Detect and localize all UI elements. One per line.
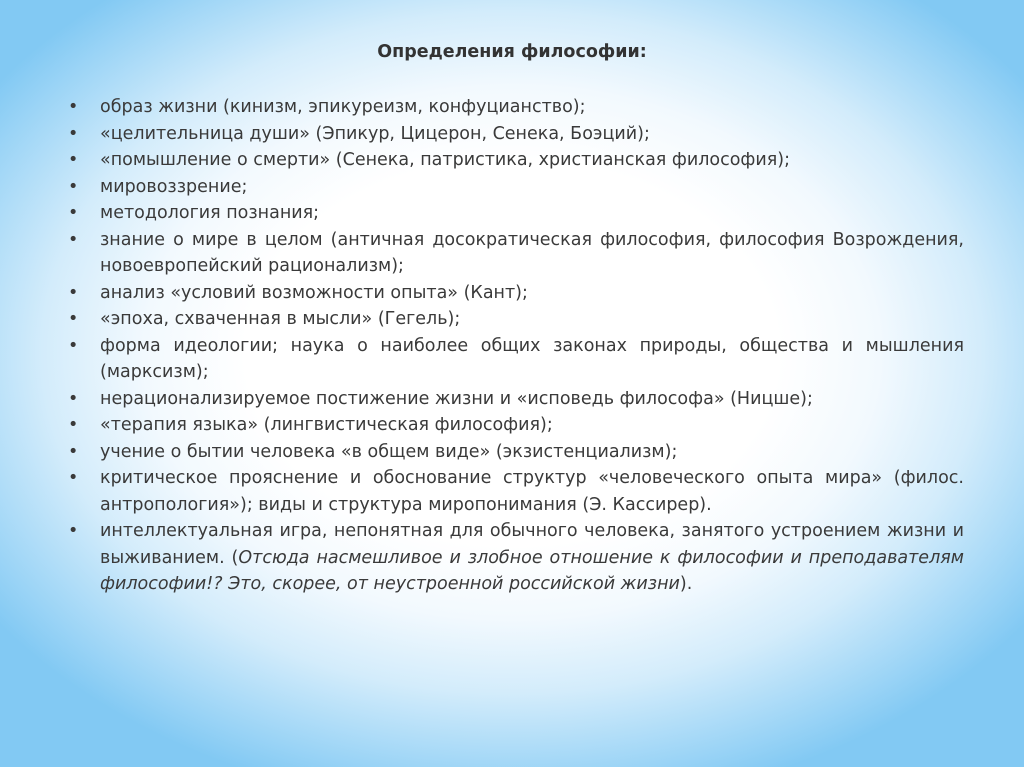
bullet-icon: • [68, 521, 79, 541]
list-item-text: мировоззрение; [100, 176, 248, 197]
list-item [62, 439, 964, 466]
list-item-text: «помышление о смерти» (Сенека, патристика, христианская философия); [100, 150, 791, 170]
bullet-icon: • [68, 150, 79, 170]
list-item [62, 147, 964, 174]
list-item [62, 333, 964, 386]
list-item [62, 174, 964, 201]
list-item-text: образ жизни (кинизм, эпикуреизм, конфуцианство); [100, 97, 586, 117]
bullet-icon: • [68, 176, 79, 197]
list-item-text: «эпоха, схваченная в мысли» (Гегель); [100, 309, 461, 329]
bullet-icon: • [68, 441, 79, 462]
list-item [62, 306, 964, 333]
bullet-icon: • [68, 468, 79, 488]
list-item [62, 280, 964, 307]
list-item-text: форма идеологии; наука о наиболее общих законах природы, общества и мышления (марксизм); [100, 335, 964, 382]
list-item-text: «целительница души» (Эпикур, Цицерон, Сенека, Боэций); [100, 123, 650, 144]
bullet-icon: • [68, 123, 79, 144]
list-item-tail-text: ). [679, 574, 693, 594]
bullet-icon: • [68, 282, 79, 303]
definition-list [62, 94, 964, 598]
list-item-text: «терапия языка» (лингвистическая философия); [100, 415, 553, 435]
list-item [62, 412, 964, 439]
list-item [62, 200, 964, 227]
list-item [62, 227, 964, 280]
list-item-text: знание о мире в целом (античная досократическая философия, философия Возрождения, новоевропейский рационализм); [100, 229, 964, 276]
bullet-icon: • [68, 229, 79, 250]
list-item-text: интеллектуальная игра, непонятная для обычного человека, занятого устроением жизни и выживанием. ( [100, 521, 964, 568]
list-item-text: анализ «условий возможности опыта» (Кант); [100, 282, 528, 303]
list-item [62, 465, 964, 518]
list-item-text: методология познания; [100, 203, 320, 223]
bullet-icon: • [68, 388, 79, 409]
slide-title: Определения философии: [377, 42, 647, 62]
bullet-icon: • [68, 335, 79, 356]
bullet-icon: • [68, 203, 79, 223]
list-item-text: нерационализируемое постижение жизни и «исповедь философа» (Ницше); [100, 388, 813, 409]
bullet-icon: • [68, 97, 79, 117]
bullet-icon: • [68, 415, 79, 435]
list-item [62, 386, 964, 413]
list-item [62, 518, 964, 598]
list-item [62, 121, 964, 148]
list-item [62, 94, 964, 121]
list-item-text: критическое прояснение и обоснование структур «человеческого опыта мира» (филос. антропология»); виды и структура миропонимания (Э. Кассирер). [100, 468, 964, 515]
bullet-icon: • [68, 309, 79, 329]
list-item-italic-text: Отсюда насмешливое и злобное отношение к философии и преподавателям философии!? Это, скорее, от неустроенной российской жизни [100, 547, 964, 594]
list-item-text: учение о бытии человека «в общем виде» (экзистенциализм); [100, 441, 678, 462]
